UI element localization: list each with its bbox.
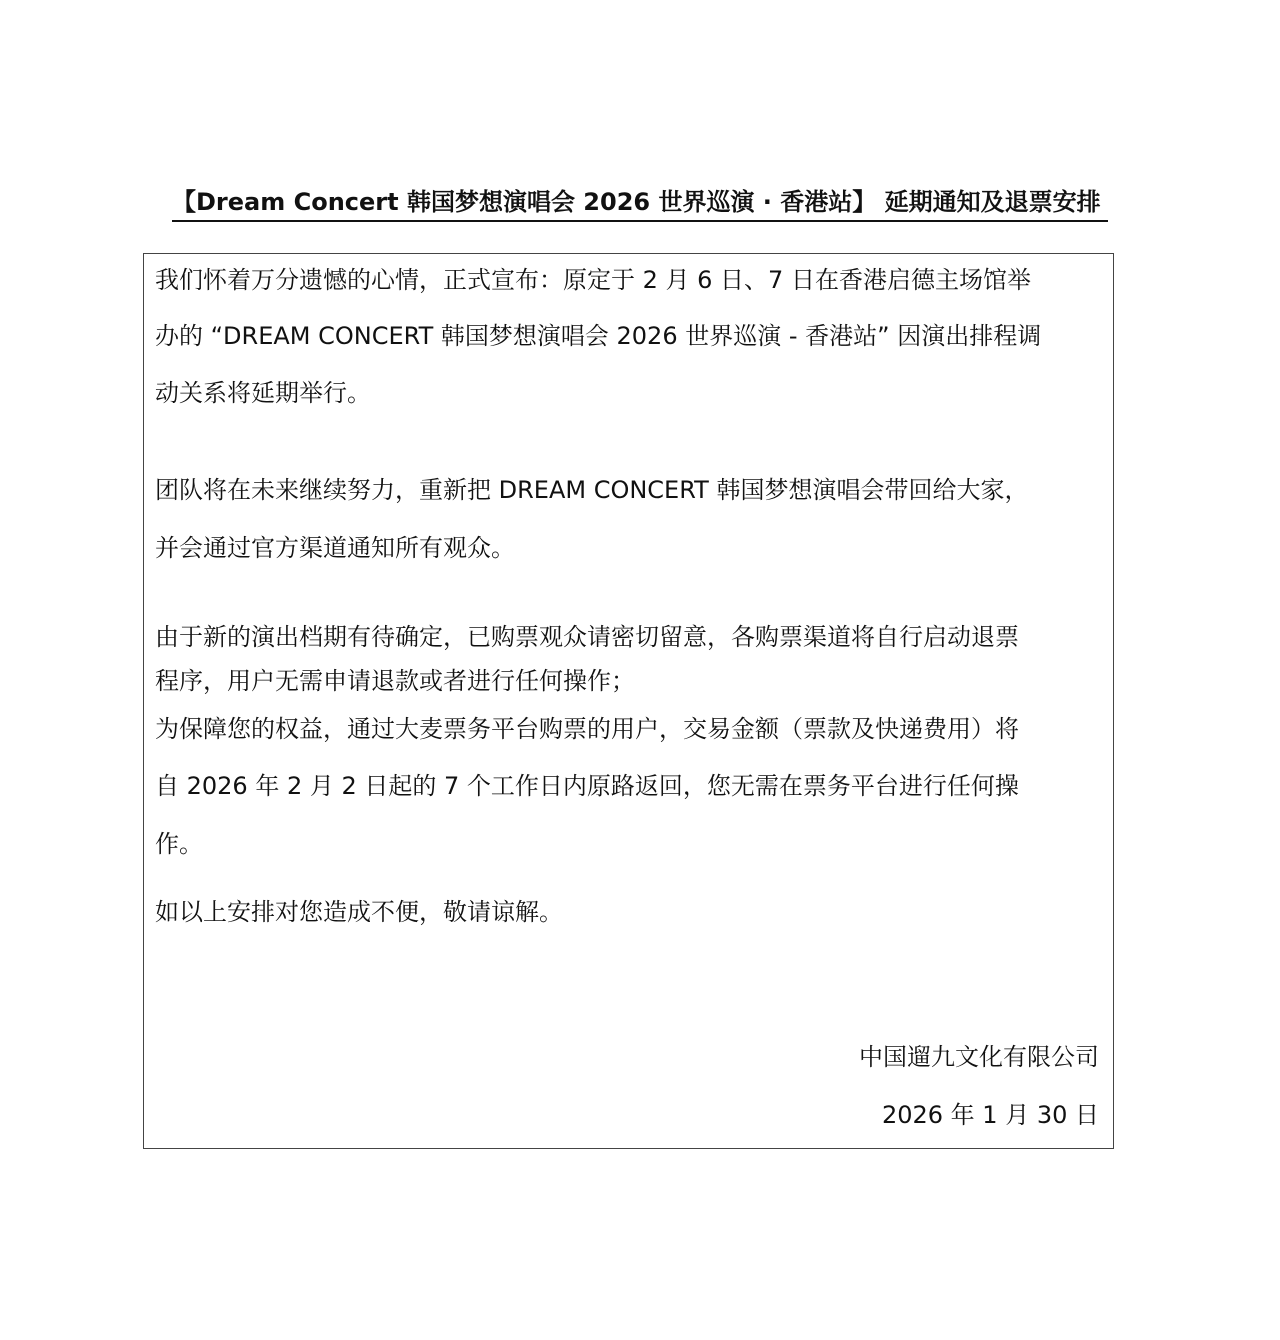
paragraph-3-line-1: 由于新的演出档期有待确定，已购票观众请密切留意，各购票渠道将自行启动退票 (155, 623, 1019, 651)
paragraph-2-line-2: 并会通过官方渠道通知所有观众。 (155, 534, 515, 562)
notice-title: 【Dream Concert 韩国梦想演唱会 2026 世界巡演 · 香港站】 延期通知及退票安排 (172, 184, 1108, 222)
paragraph-4-line-2: 自 2026 年 2 月 2 日起的 7 个工作日内原路返回，您无需在票务平台进行任何操 (155, 772, 1019, 800)
paragraph-4-line-3: 作。 (155, 830, 203, 858)
paragraph-1-line-1: 我们怀着万分遗憾的心情，正式宣布：原定于 2 月 6 日、7 日在香港启德主场馆举 (155, 266, 1031, 294)
paragraph-1-line-2: 办的 “DREAM CONCERT 韩国梦想演唱会 2026 世界巡演 - 香港站” 因演出排程调 (155, 322, 1042, 350)
apology-line: 如以上安排对您造成不便，敬请谅解。 (155, 898, 563, 926)
paragraph-1-line-3: 动关系将延期举行。 (155, 379, 371, 407)
paragraph-2-line-1: 团队将在未来继续努力，重新把 DREAM CONCERT 韩国梦想演唱会带回给大家， (155, 476, 1029, 504)
signature-date: 2026 年 1 月 30 日 (881, 1101, 1099, 1129)
paragraph-3-line-2: 程序，用户无需申请退款或者进行任何操作； (155, 667, 635, 695)
paragraph-4-line-1: 为保障您的权益，通过大麦票务平台购票的用户，交易金额（票款及快递费用）将 (155, 715, 1019, 743)
company-signature: 中国遛九文化有限公司 (859, 1043, 1099, 1071)
